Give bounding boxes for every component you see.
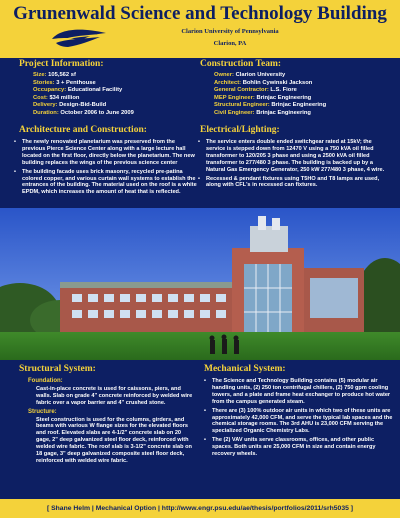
electrical-heading: Electrical/Lighting: — [200, 125, 280, 135]
structural-text — [26, 377, 196, 467]
structural-heading: Structural System: — [19, 364, 96, 374]
project-info-heading: Project Information: — [19, 59, 104, 69]
info-value: Brinjac Engineering — [256, 110, 311, 116]
info-key: Size: — [33, 72, 47, 78]
info-key: Cost: — [33, 94, 48, 101]
list-item: • The service enters double ended switchgear rated at 15kV; the service is stepped down from 12470 V using a 750 kVA oil filled transformer to 120/205 3 phase and using a 2500 kVA oil filled transformer to 277/480 3 phase. The building is backed up by a Natural Gas Emergency Generator, 250 kW 277/480 3 phase, 4 wire. — [196, 139, 392, 174]
info-key: Owner: — [214, 72, 234, 78]
info-row — [33, 110, 134, 117]
info-row — [214, 87, 297, 94]
list-item: • The Science and Technology Building contains (5) modular air handling units, (2) 250 ton centrifugal chillers, (2) 750 gpm cooling towers, and a plate and frame heat exchanger to produce hot water from the campus generated steam. — [202, 378, 396, 406]
footer-text: [ Shane Helm | Mechanical Option | http://www.engr.psu.edu/ae/thesis/portfolios/2011/srh5035 ] — [46, 505, 354, 512]
info-value: Brinjac Engineering — [271, 102, 327, 109]
structure-text: Steel construction is used for the columns, girders, and beams with various W flange sizes for the elevated floors and roof. Elevated slabs are 4-1/2" concrete slab on 20 gage, 2" deep galvanized steel floor deck, reinforced with welded wire fabric. The roof slab is 3-1/2" concrete slab on 18 gage, 3" deep galvanized composite steel floor deck, reinforced with welded wire fabric. — [36, 416, 192, 464]
info-value: Design-Bid-Build — [59, 102, 107, 109]
university-name: Clarion University of Pennsylvania — [181, 28, 279, 35]
info-row — [214, 102, 326, 109]
location: Clarion, PA — [213, 40, 247, 47]
footer-bar — [0, 499, 400, 518]
architecture-text — [12, 139, 198, 198]
info-key: Stories: — [33, 79, 55, 86]
foundation-text: Cast-in-place concrete is used for caissons, piers, and walls. Slab on grade 4" concrete reinforced by welded wire fabric over a vapor barrier and 4" crushed stone. — [36, 385, 193, 406]
list-item: • There are (3) 100% outdoor air units in which two of these units are approximately 42,000 CFM, and serve the typical lab spaces and the chemical storage rooms. The 3rd AHU is 23,000 CFM serving the specialized Organic Chemistry Labs. — [202, 408, 396, 436]
info-row — [33, 87, 122, 94]
list-item: • The building facade uses brick masonry, recycled pre-patina colored copper, and various curtain wall systems to establish the entrances of the building. The material used on the roof is a white EPDM, which increases the amount of heat that is reflected. — [12, 169, 198, 197]
info-row — [33, 72, 76, 79]
info-row — [33, 95, 79, 102]
info-value: Educational Facility — [67, 87, 123, 94]
info-value: $34 million — [49, 94, 80, 101]
info-key: Delivery: — [33, 102, 58, 109]
building-photo — [0, 208, 400, 360]
eagle-logo-icon — [50, 25, 108, 51]
info-key: Civil Engineer: — [214, 110, 255, 116]
info-row — [214, 95, 311, 102]
info-key: Duration: — [33, 110, 59, 116]
info-key: Architect: — [214, 79, 242, 86]
foundation-label: Foundation: — [28, 378, 63, 384]
info-row — [214, 110, 311, 117]
list-item: • The (2) VAV units serve classrooms, offices, and other public spaces. Both units are 25,000 CFM in size and contain energy recovery wheels. — [202, 437, 396, 458]
info-key: Occupancy: — [33, 87, 67, 94]
info-key: MEP Engineer: — [214, 94, 255, 101]
info-row — [33, 80, 96, 87]
info-value: Bohlin Cywinski Jackson — [242, 79, 313, 86]
info-value: Brinjac Engineering — [256, 94, 312, 101]
info-key: Structural Engineer: — [214, 102, 270, 109]
list-item: • The newly renovated planetarium was preserved from the previous Pierce Science Center along with a large lecture hall located on the first floor, directly below the planetarium. The new building replaces the wings of the previous science center — [12, 139, 198, 167]
info-row — [214, 80, 312, 87]
info-row — [214, 72, 285, 79]
info-value: 3 + Penthouse — [56, 79, 96, 86]
mechanical-heading: Mechanical System: — [204, 364, 286, 374]
info-key: General Contractor: — [214, 87, 269, 94]
page-title: Grunenwald Science and Technology Building — [13, 3, 387, 24]
structure-label: Structure: — [28, 408, 57, 415]
info-value: Clarion University — [235, 72, 286, 78]
list-item: • Recessed & pendant fixtures using T5HO and T8 lamps are used, along with CFL's in recessed can fixtures. — [196, 176, 392, 190]
mechanical-text — [202, 378, 396, 460]
info-value: October 2006 to June 2009 — [60, 110, 134, 116]
architecture-heading: Architecture and Construction: — [19, 125, 147, 135]
electrical-text — [196, 139, 392, 191]
info-value: 105,562 sf — [48, 72, 76, 78]
info-row — [33, 102, 106, 109]
info-value: L.S. Fiore — [270, 87, 297, 94]
construction-team-heading: Construction Team: — [200, 59, 282, 69]
